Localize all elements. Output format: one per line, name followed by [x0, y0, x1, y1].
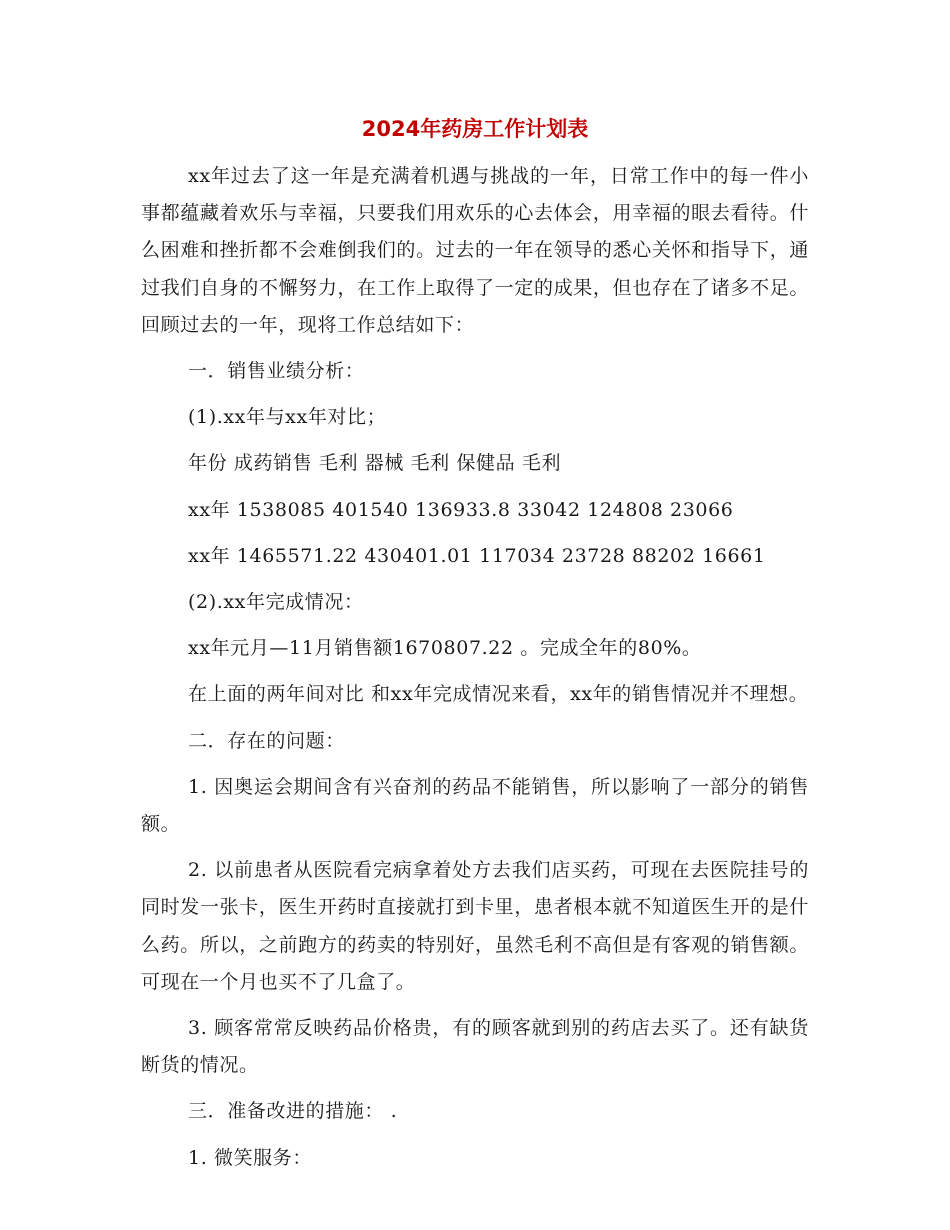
subsection-completion: (2).xx年完成情况：: [188, 591, 364, 614]
comparison-table-row: xx年 1538085 401540 136933.8 33042 124808 23066: [188, 498, 734, 521]
intro-paragraph: xx年过去了这一年是充满着机遇与挑战的一年，日常工作中的每一件小事都蕴藏着欢乐与幸福，只要我们用欢乐的心去体会，用幸福的眼去看待。什么困难和挫折都不会难倒我们的。过去的一年在领导的悉心关怀和指导下，通过我们自身的不懈努力，在工作上取得了一定的成果，但也存在了诸多不足。回顾过去的一年，现将工作总结如下：: [141, 165, 809, 336]
section-heading-problems: 二．存在的问题：: [188, 729, 345, 752]
document-body: [141, 158, 809, 1186]
problem-item: 1. 因奥运会期间含有兴奋剂的药品不能销售，所以影响了一部分的销售额。: [141, 775, 809, 836]
document-title: 2024年药房工作计划表: [361, 117, 589, 141]
subsection-comparison: (1).xx年与xx年对比；: [188, 406, 387, 429]
improvement-item: 1. 微笑服务：: [188, 1146, 312, 1169]
section-heading-sales-analysis: 一．销售业绩分析：: [188, 360, 365, 383]
comparison-table-header: 年份 成药销售 毛利 器械 毛利 保健品 毛利: [188, 452, 562, 475]
comparison-table-row: xx年 1465571.22 430401.01 117034 23728 88202 16661: [188, 544, 766, 567]
problem-item: 2. 以前患者从医院看完病拿着处方去我们店买药，可现在去医院挂号的同时发一张卡，医生开药时直接就打到卡里，患者根本就不知道医生开的是什么药。所以，之前跑方的药卖的特别好，虽然毛利不高但是有客观的销售额。可现在一个月也买不了几盒了。: [141, 859, 809, 993]
conclusion-paragraph: 在上面的两年间对比 和xx年完成情况来看，xx年的销售情况并不理想。: [188, 683, 809, 706]
completion-paragraph: xx年元月—11月销售额1670807.22 。完成全年的80%。: [188, 637, 702, 660]
problem-item: 3. 顾客常常反映药品价格贵，有的顾客就到别的药店去买了。还有缺货断货的情况。: [141, 1017, 809, 1077]
section-heading-improvements: 三．准备改进的措施： .: [188, 1100, 398, 1123]
